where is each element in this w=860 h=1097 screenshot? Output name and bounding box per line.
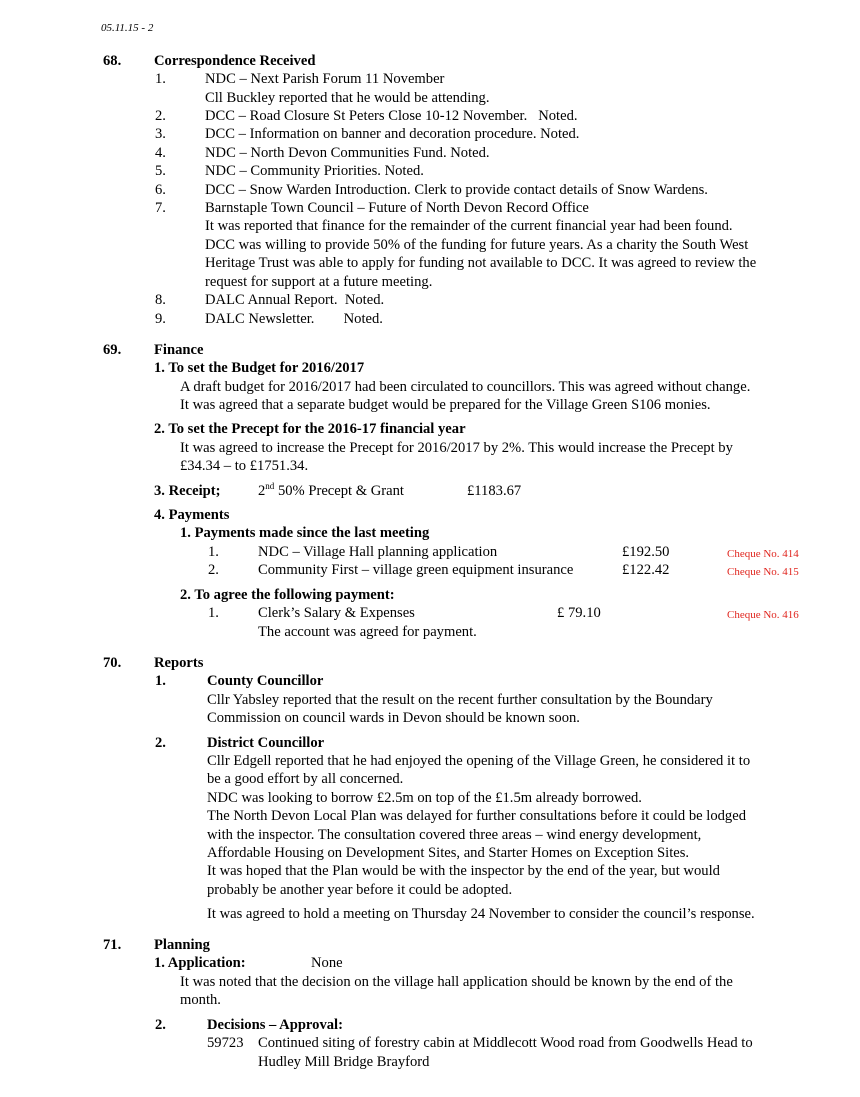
receipt-ordinal-suffix: nd [265,481,275,492]
subsection-title: 4. Payments [154,507,230,523]
list-number: 3. [155,126,166,142]
list-item: DCC – Road Closure St Peters Close 10-12 November. Noted. [205,108,578,124]
paragraph-line: Affordable Housing on Development Sites, and Starter Homes on Exception Sites. [207,845,690,861]
paragraph-line: with the inspector. The consultation covered three areas – wind energy development, [207,827,702,843]
list-number: 2. [208,562,219,578]
section-title: Finance [154,342,204,358]
paragraph-line: The North Devon Local Plan was delayed for further consultations before it could be lodged [207,808,746,824]
list-item: Heritage Trust was able to apply for funding not available to DCC. It was agreed to review the [205,255,757,271]
paragraph-line: It was agreed to hold a meeting on Thursday 24 November to consider the council’s response. [207,906,755,922]
list-item: Cll Buckley reported that he would be attending. [205,90,490,106]
list-item: DCC was willing to provide 50% of the funding for future years. As a charity the South West [205,237,749,253]
list-number: 2. [155,735,166,751]
payment-description: Clerk’s Salary & Expenses [258,605,415,621]
list-item: DALC Newsletter. Noted. [205,311,383,327]
section-number: 69. [103,342,122,358]
list-item: DCC – Information on banner and decoration procedure. Noted. [205,126,580,142]
list-number: 8. [155,292,166,308]
subsection-title: District Councillor [207,735,325,751]
section-number: 71. [103,937,122,953]
list-item: DCC – Snow Warden Introduction. Clerk to provide contact details of Snow Wardens. [205,182,708,198]
section-title: Planning [154,937,210,953]
receipt-description [258,482,404,501]
paragraph-line: Commission on council wards in Devon should be known soon. [207,710,580,726]
subsection-title: County Councillor [207,673,324,689]
receipt-amount: £1183.67 [467,483,522,499]
list-item: NDC – North Devon Communities Fund. Noted. [205,145,490,161]
receipt-text: 50% Precept & Grant [274,483,404,499]
section-title: Reports [154,655,204,671]
planning-reference: 59723 [207,1035,244,1051]
paragraph-line: Hudley Mill Bridge Brayford [258,1054,430,1070]
subsection-title: 1. To set the Budget for 2016/2017 [154,360,365,376]
list-number: 2. [155,108,166,124]
paragraph-line: Cllr Yabsley reported that the result on the recent further consultation by the Boundary [207,692,713,708]
subsection-title: 3. Receipt; [154,483,221,499]
list-number: 1. [155,71,166,87]
application-value: None [311,955,343,971]
payment-amount: £192.50 [622,544,670,560]
cheque-note: Cheque No. 415 [727,566,799,578]
paragraph-line: The account was agreed for payment. [258,624,477,640]
paragraph-line: £34.34 – to £1751.34. [180,458,309,474]
list-item: It was reported that finance for the remainder of the current financial year had been found. [205,218,733,234]
paragraph-line: month. [180,992,221,1008]
paragraph-line: A draft budget for 2016/2017 had been circulated to councillors. This was agreed without change. [180,379,751,395]
section-number: 70. [103,655,122,671]
list-number: 1. [155,673,166,689]
list-number: 1. [208,544,219,560]
list-item: Barnstaple Town Council – Future of North Devon Record Office [205,200,589,216]
paragraph-line: probably be another year before it could be adopted. [207,882,513,898]
payment-description: NDC – Village Hall planning application [258,544,498,560]
list-number: 5. [155,163,166,179]
list-number: 1. [208,605,219,621]
list-number: 7. [155,200,166,216]
payment-description: Community First – village green equipment insurance [258,562,574,578]
subsection-title: 1. Application: [154,955,246,971]
paragraph-line: It was hoped that the Plan would be with the inspector by the end of the year, but would [207,863,720,879]
section-title: Correspondence Received [154,53,316,69]
receipt-ordinal: 2 [258,483,266,499]
paragraph-line: It was agreed that a separate budget would be prepared for the Village Green S106 monies. [180,397,711,413]
subsection-title: Decisions – Approval: [207,1017,343,1033]
subsection-title: 2. To set the Precept for the 2016-17 financial year [154,421,466,437]
list-number: 9. [155,311,166,327]
list-number: 2. [155,1017,166,1033]
payment-amount: £122.42 [622,562,670,578]
payment-amount: £ 79.10 [557,605,601,621]
list-number: 4. [155,145,166,161]
cheque-note: Cheque No. 416 [727,609,799,621]
section-number: 68. [103,53,122,69]
paragraph-line: NDC was looking to borrow £2.5m on top of the £1.5m already borrowed. [207,790,642,806]
paragraph-line: It was agreed to increase the Precept for 2016/2017 by 2%. This would increase the Precept by [180,440,733,456]
list-item: NDC – Community Priorities. Noted. [205,163,424,179]
page-header: 05.11.15 - 2 [101,22,154,34]
paragraph-line: Continued siting of forestry cabin at Middlecott Wood road from Goodwells Head to [258,1035,753,1051]
payments-heading: 1. Payments made since the last meeting [180,525,430,541]
paragraph-line: be a good effort by all concerned. [207,771,404,787]
list-item: DALC Annual Report. Noted. [205,292,385,308]
cheque-note: Cheque No. 414 [727,548,799,560]
paragraph-line: Cllr Edgell reported that he had enjoyed the opening of the Village Green, he considered it to [207,753,751,769]
list-item: NDC – Next Parish Forum 11 November [205,71,445,87]
list-number: 6. [155,182,166,198]
list-item: request for support at a future meeting. [205,274,433,290]
payments-heading: 2. To agree the following payment: [180,587,395,603]
paragraph-line: It was noted that the decision on the village hall application should be known by the end of the [180,974,733,990]
